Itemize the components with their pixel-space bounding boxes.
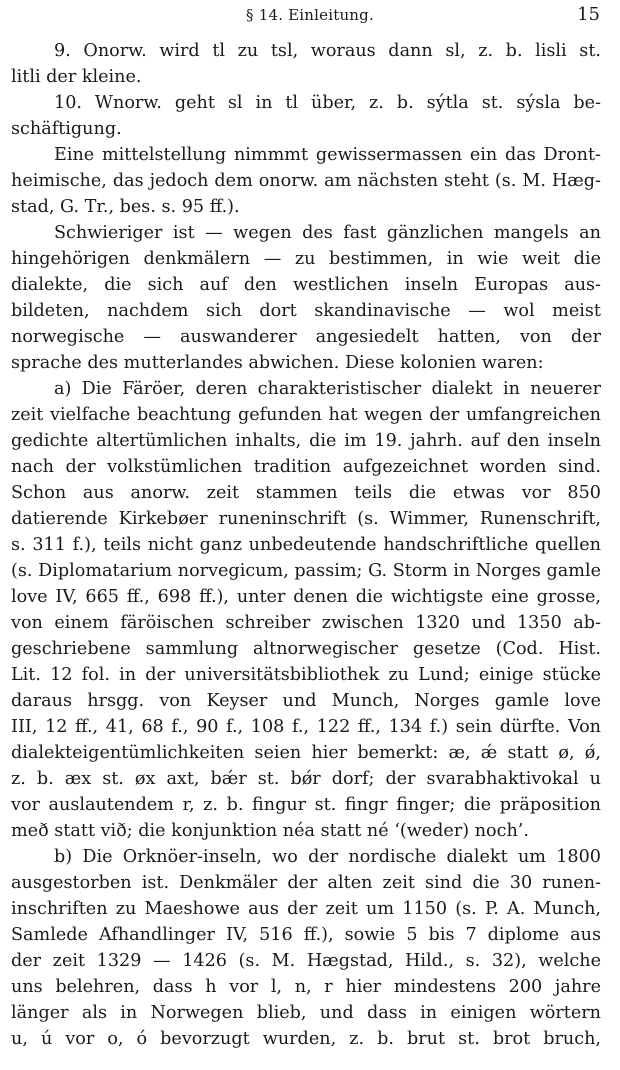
- text-line: Schon aus anorw. zeit stammen teils die etwas vor 850: [11, 483, 601, 503]
- text-line: með statt við; die konjunktion néa statt né ‘(weder) noch’.: [11, 821, 529, 841]
- text-line: inschriften zu Maeshowe aus der zeit um 1150 (s. P. A. Munch,: [11, 899, 601, 919]
- running-head: § 14. Einleitung.: [246, 6, 374, 24]
- text-line: von einem färöischen schreiber zwischen 1320 und 1350 ab-: [11, 613, 601, 633]
- page-header: [0, 4, 620, 28]
- text-line: dialekte, die sich auf den westlichen inseln Europas aus-: [11, 275, 601, 295]
- text-line: bildeten, nachdem sich dort skandinavische — wol meist: [11, 301, 601, 321]
- text-line: 9. Onorw. wird tl zu tsl, woraus dann sl, z. b. lisli st.: [54, 41, 601, 61]
- text-line: Lit. 12 fol. in der universitätsbibliothek zu Lund; einige stücke: [11, 665, 601, 685]
- text-line: norwegische — auswanderer angesiedelt hatten, von der: [11, 327, 601, 347]
- text-line: a) Die Färöer, deren charakteristischer dialekt in neuerer: [54, 379, 601, 399]
- text-line: nach der volkstümlichen tradition aufgezeichnet worden sind.: [11, 457, 601, 477]
- text-line: Eine mittelstellung nimmmt gewissermassen ein das Dront-: [54, 145, 601, 165]
- text-line: 10. Wnorw. geht sl in tl über, z. b. sýtla st. sýsla be-: [54, 93, 601, 113]
- text-line: gedichte altertümlichen inhalts, die im 19. jahrh. auf den inseln: [11, 431, 601, 451]
- text-line: hingehörigen denkmälern — zu bestimmen, in wie weit die: [11, 249, 601, 269]
- text-line: litli der kleine.: [11, 67, 142, 87]
- text-line: zeit vielfache beachtung gefunden hat wegen der umfangreichen: [11, 405, 601, 425]
- text-line: ausgestorben ist. Denkmäler der alten zeit sind die 30 runen-: [11, 873, 601, 893]
- text-line: III, 12 ff., 41, 68 f., 90 f., 108 f., 122 ff., 134 f.) sein dürfte. Von: [11, 717, 601, 737]
- text-line: b) Die Orknöer-inseln, wo der nordische dialekt um 1800: [54, 847, 601, 867]
- page-number: 15: [577, 4, 600, 25]
- text-line: der zeit 1329 — 1426 (s. M. Hægstad, Hild., s. 32), welche: [11, 951, 601, 971]
- text-line: datierende Kirkebøer runeninschrift (s. Wimmer, Runenschrift,: [11, 509, 601, 529]
- text-line: sprache des mutterlandes abwichen. Diese kolonien waren:: [11, 353, 544, 373]
- text-line: u, ú vor o, ó bevorzugt wurden, z. b. brut st. brot bruch,: [11, 1029, 601, 1049]
- text-line: love IV, 665 ff., 698 ff.), unter denen die wichtigste eine grosse,: [11, 587, 601, 607]
- text-line: s. 311 f.), teils nicht ganz unbedeutende handschriftliche quellen: [11, 535, 601, 555]
- text-line: länger als in Norwegen blieb, und dass in einigen wörtern: [11, 1003, 601, 1023]
- text-line: dialekteigentümlichkeiten seien hier bemerkt: æ, ǽ statt ø, ǿ,: [11, 743, 601, 763]
- text-line: Schwieriger ist — wegen des fast gänzlichen mangels an: [54, 223, 601, 243]
- text-line: z. b. æx st. øx axt, bǽr st. bǿr dorf; der svarabhaktivokal u: [11, 769, 601, 789]
- text-line: schäftigung.: [11, 119, 122, 139]
- body-text: [11, 38, 601, 1052]
- text-line: uns belehren, dass h vor l, n, r hier mindestens 200 jahre: [11, 977, 601, 997]
- text-line: vor auslautendem r, z. b. fingur st. fingr finger; die präposition: [11, 795, 601, 815]
- text-line: daraus hrsgg. von Keyser und Munch, Norges gamle love: [11, 691, 601, 711]
- text-line: Samlede Afhandlinger IV, 516 ff.), sowie 5 bis 7 diplome aus: [11, 925, 601, 945]
- text-line: (s. Diplomatarium norvegicum, passim; G. Storm in Norges gamle: [11, 561, 601, 581]
- text-line: stad, G. Tr., bes. s. 95 ff.).: [11, 197, 240, 217]
- text-line: heimische, das jedoch dem onorw. am nächsten steht (s. M. Hæg-: [11, 171, 601, 191]
- text-line: geschriebene sammlung altnorwegischer gesetze (Cod. Hist.: [11, 639, 601, 659]
